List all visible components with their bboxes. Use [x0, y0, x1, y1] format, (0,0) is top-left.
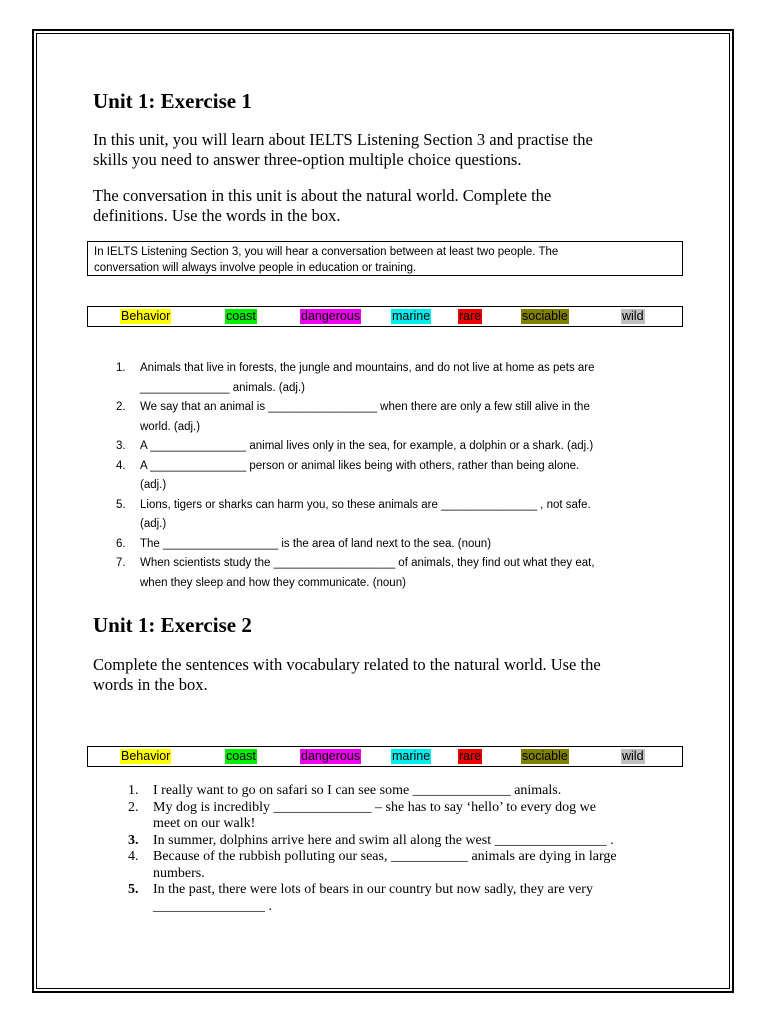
- word-wild: wild: [622, 309, 644, 323]
- word-wild: wild: [622, 749, 644, 763]
- list-item: 5. In the past, there were lots of bears in our country but now sadly, they are very ________________ .: [128, 882, 593, 914]
- list-item: 4. A _______________ person or animal likes being with others, rather than being alone. (adj.): [116, 459, 580, 491]
- exercise2-sentences-list: [128, 783, 688, 915]
- word-marine: marine: [392, 309, 431, 323]
- list-item: 6. The __________________ is the area of land next to the sea. (noun): [116, 537, 492, 550]
- word-sociable: sociable: [522, 309, 568, 323]
- word-dangerous: dangerous: [301, 749, 361, 763]
- exercise2-instructions: Complete the sentences with vocabulary related to the natural world. Use the words in the box.: [93, 655, 601, 694]
- list-item: 4. Because of the rubbish polluting our seas, ___________ animals are dying in large numbers.: [128, 849, 617, 881]
- word-sociable: sociable: [522, 749, 568, 763]
- list-item: 1. I really want to go on safari so I can see some ______________ animals.: [128, 783, 562, 798]
- ielts-note-box: In IELTS Listening Section 3, you will hear a conversation between at least two people. The conversation will always involve people in education or training.: [87, 241, 683, 276]
- word-coast: coast: [226, 309, 256, 323]
- exercise1-definitions-list: [110, 359, 670, 593]
- list-item: 2. We say that an animal is _________________ when there are only a few still alive in the world. (adj.): [116, 401, 590, 433]
- list-item: 7. When scientists study the ___________________ of animals, they find out what they eat, when they sleep and how they communicate. (noun): [116, 557, 595, 589]
- exercise1-heading: Unit 1: Exercise 1: [93, 89, 252, 113]
- list-item: 3. In summer, dolphins arrive here and swim all along the west ________________ .: [128, 832, 614, 848]
- word-coast: coast: [226, 749, 256, 763]
- list-item: 2. My dog is incredibly ______________ – she has to say ‘hello’ to every dog we meet on our walk!: [128, 799, 597, 831]
- word-behavior: Behavior: [121, 309, 171, 323]
- word-box-2: [87, 746, 683, 767]
- word-box-1: [87, 306, 683, 327]
- list-item: 3. A _______________ animal lives only in the sea, for example, a dolphin or a shark. (adj.): [116, 440, 594, 452]
- exercise2-heading: Unit 1: Exercise 2: [93, 613, 252, 637]
- list-item: 1. Animals that live in forests, the jungle and mountains, and do not live at home as pets are ______________ animals. (adj.): [116, 362, 595, 394]
- word-marine: marine: [392, 749, 431, 763]
- word-behavior: Behavior: [121, 749, 171, 763]
- word-rare: rare: [459, 749, 482, 763]
- exercise1-instructions: The conversation in this unit is about the natural world. Complete the definitions. Use the words in the box.: [93, 186, 552, 225]
- list-item: 5. Lions, tigers or sharks can harm you, so these animals are _______________ , not safe. (adj.): [116, 498, 591, 530]
- word-rare: rare: [459, 309, 482, 323]
- word-dangerous: dangerous: [301, 309, 361, 323]
- exercise1-intro: In this unit, you will learn about IELTS Listening Section 3 and practise the skills you need to answer three-option multiple choice questions.: [93, 130, 593, 169]
